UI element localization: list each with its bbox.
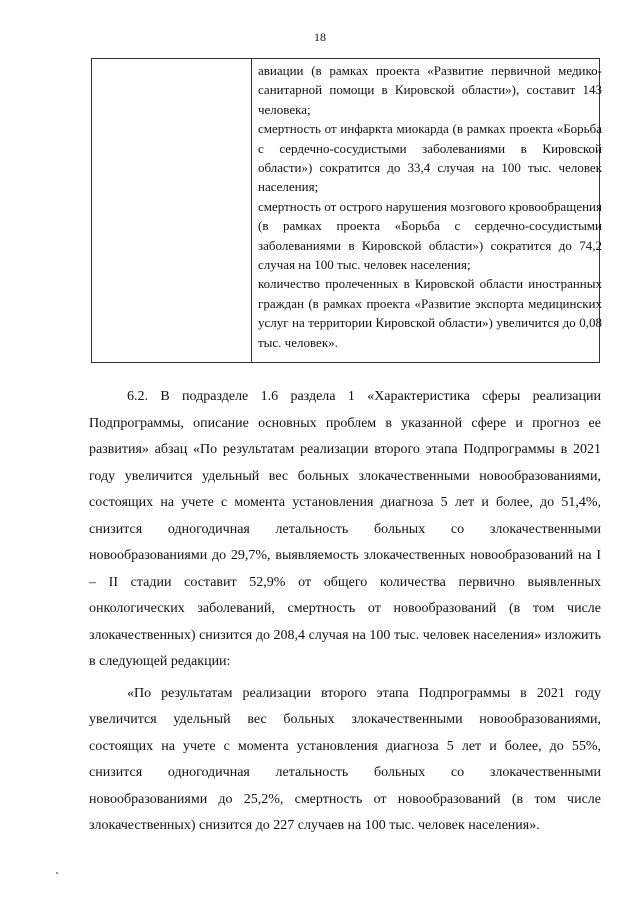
page-number: 18 <box>314 30 326 44</box>
table-paragraph: смертность от острого нарушения мозгового кровообращения (в рамках проекта «Борьба с сердечно-сосудистыми заболеваниями в Кировской области») сократится до 74,2 случая на 100 тыс. человек населения; <box>258 198 602 273</box>
body-text <box>89 384 601 840</box>
table-right-cell <box>258 61 602 352</box>
body-paragraph-quote: «По результатам реализации второго этапа Подпрограммы в 2021 году увеличится удельный вес больных злокачественными новообразованиями, состоящих на учете с момента установления диагноза 5 лет и более, до 55%, снизится одногодичная летальность больных со злокачественными новообразованиями до 25,2%, смертность от новообразований (в том числе злокачественных) снизится до 227 случаев на 100 тыс. человек населения». <box>89 685 601 833</box>
table-paragraph: авиации (в рамках проекта «Развитие первичной медико-санитарной помощи в Кировской области»), составит 143 человека; <box>258 63 602 117</box>
table-left-cell <box>92 59 251 362</box>
continuation-table <box>91 58 600 363</box>
table-paragraph: количество пролеченных в Кировской области иностранных граждан (в рамках проекта «Развитие экспорта медицинских услуг на территории Кировской области») увеличится до 0,08 тыс. человек». <box>258 276 602 350</box>
body-paragraph: 6.2. В подразделе 1.6 раздела 1 «Характеристика сферы реализации Подпрограммы, описание основных проблем в указанной сфере и прогноз ее развития» абзац «По результатам реализации второго этапа Подпрограммы в 2021 году увеличится удельный вес больных злокачественными новообразованиями, состоящих на учете с момента установления диагноза 5 лет и более, до 51,4%, снизится одногодичная летальность больных со злокачественными новообразованиями до 29,7%, выявляемость злокачественных новообразований на I – II стадии составит 52,9% от общего количества первично выявленных онкологических заболеваний, смертность от новообразований (в том числе злокачественных) снизится до 208,4 случая на 100 тыс. человек населения» изложить в следующей редакции: <box>89 389 601 669</box>
scan-speck <box>56 872 58 874</box>
table-column-divider <box>251 59 252 362</box>
table-paragraph: смертность от инфаркта миокарда (в рамках проекта «Борьба с сердечно-сосудистыми заболеваниями в Кировской области») сократится до 33,4 случая на 100 тыс. человек населения; <box>258 121 602 195</box>
